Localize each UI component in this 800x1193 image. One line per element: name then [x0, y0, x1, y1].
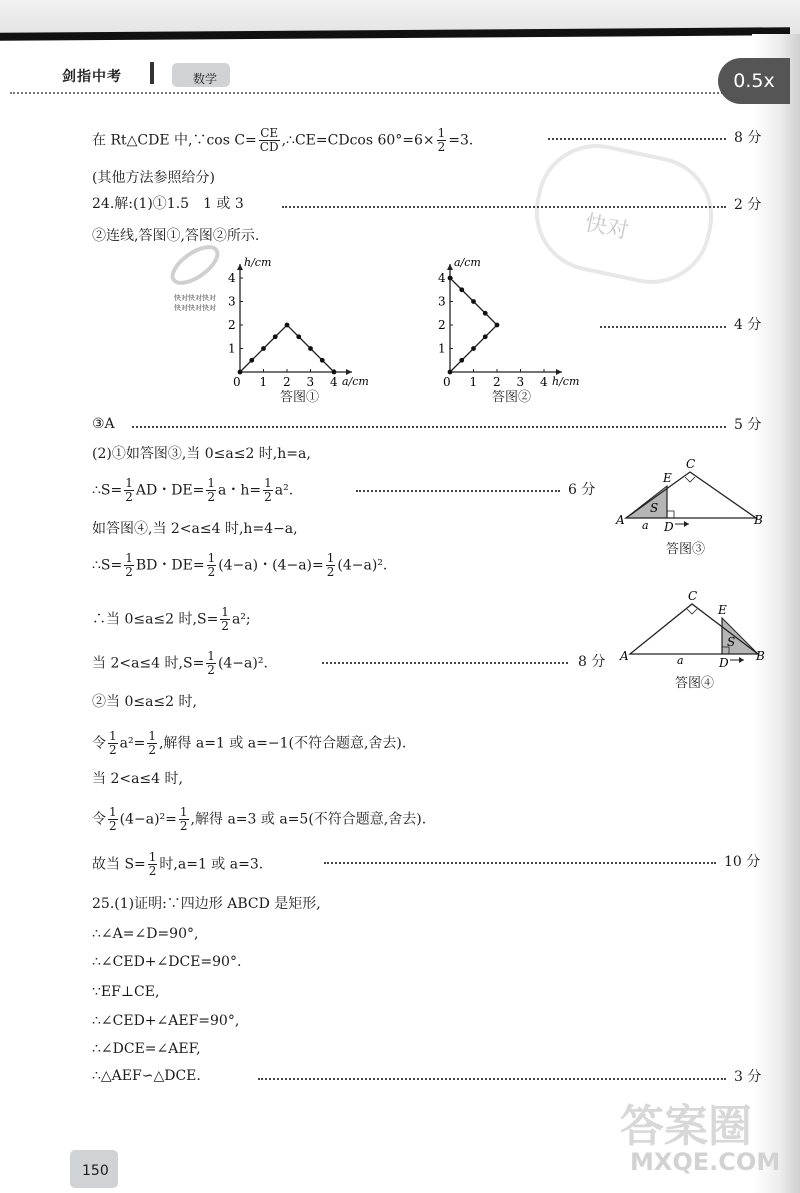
- small-note-2: 快对快对快对: [174, 304, 216, 312]
- score-label: 5 分: [734, 417, 762, 433]
- dot-leader: [258, 1078, 726, 1080]
- x-tick-label: 0: [233, 375, 241, 389]
- y-tick-label: 1: [438, 341, 446, 356]
- right-angle-mark-c: [685, 477, 695, 482]
- data-point: [483, 311, 488, 316]
- text-line-21: ∴∠CED+∠AEF=90°,: [92, 1013, 240, 1029]
- y-axis-label: a/cm: [454, 256, 481, 269]
- y-axis-arrow: [447, 264, 453, 270]
- text-line-11: 当 2<a≤4 时,S= $\frac{1}{2}$ (4−a)².: [92, 649, 268, 677]
- y-tick-label: 2: [438, 318, 446, 332]
- y-axis-label: h/cm: [244, 256, 272, 269]
- data-point: [285, 323, 290, 328]
- triangle-figure-3: [612, 457, 772, 534]
- data-point: [483, 334, 488, 339]
- text-line-23: ∴△AEF∽△DCE.: [92, 1068, 201, 1084]
- score-label: 8 分: [578, 654, 606, 670]
- triangle-figure-4: [620, 589, 772, 672]
- fraction: $\frac{1}{2}$: [437, 126, 446, 154]
- dot-leader: [356, 490, 560, 492]
- text-line-9: ∴S= $\frac{1}{2}$ BD・DE= $\frac{1}{2}$ (4−a)・(4−a)= $\frac{1}{2}$ (4−a)².: [92, 551, 388, 579]
- playback-speed-badge[interactable]: 0.5x: [718, 58, 790, 104]
- text-line-20: ∵EF⊥CE,: [92, 984, 160, 1000]
- header-brand: 剑指中考: [62, 69, 122, 85]
- y-tick-label: 3: [438, 294, 446, 309]
- x-tick-label: 3: [516, 375, 525, 389]
- data-point: [273, 334, 278, 339]
- label-c-vertex: C: [686, 457, 696, 471]
- label-d-point: D: [664, 520, 674, 534]
- x-tick-label: 4: [330, 375, 338, 389]
- watermark-url: MXQE.COM: [630, 1148, 781, 1176]
- data-point: [296, 334, 301, 339]
- header-dotted-rule: [10, 92, 750, 94]
- data-point: [332, 370, 337, 375]
- text-line-22: ∴∠DCE=∠AEF,: [92, 1041, 201, 1057]
- label-b-vertex: B: [754, 513, 763, 527]
- label-s-area: S: [727, 635, 736, 649]
- data-point: [261, 346, 266, 351]
- text-line-3: 24.解:(1)①1.5 1 或 3: [92, 196, 244, 212]
- x-tick-label: 0: [443, 375, 451, 389]
- fraction: $\frac{CE}{CD}$: [259, 126, 279, 154]
- label-e-point: E: [663, 471, 672, 485]
- y-tick-label: 4: [228, 271, 236, 285]
- x-tick-label: 2: [283, 375, 291, 389]
- x-axis-label: h/cm: [552, 375, 580, 388]
- label-d-point: D: [719, 656, 729, 670]
- header-divider: [150, 62, 154, 84]
- y-tick-label: 4: [438, 271, 446, 285]
- text-line-13: 令 $\frac{1}{2}$ a²= $\frac{1}{2}$ ,解得 a=1 或 a=−1(不符合题意,舍去).: [92, 729, 407, 757]
- y-tick-label: 2: [228, 318, 236, 332]
- triangle-3-caption: 答图③: [666, 542, 706, 557]
- page-number: 150: [82, 1163, 109, 1179]
- score-label: 6 分: [568, 482, 596, 498]
- label-a-vertex: A: [616, 513, 625, 527]
- series-line: [240, 325, 334, 372]
- data-point: [459, 358, 464, 363]
- small-note-1: 快对快对快对: [174, 294, 216, 302]
- text-line-19: ∴∠CED+∠DCE=90°.: [92, 954, 242, 970]
- data-point: [238, 370, 243, 375]
- score-label: 3 分: [734, 1069, 762, 1085]
- x-tick-label: 2: [493, 375, 501, 389]
- chart-1-caption: 答图①: [280, 390, 320, 405]
- watermark-stamp-text: 快对: [582, 210, 631, 245]
- score-label: 2 分: [734, 197, 762, 213]
- dot-leader: [322, 662, 568, 664]
- data-point: [459, 287, 464, 292]
- text-line-2: (其他方法参照给分): [92, 170, 215, 186]
- arrow-head: [739, 657, 744, 663]
- dot-leader: [600, 326, 726, 328]
- data-point: [448, 276, 453, 281]
- chart-2-caption: 答图②: [492, 390, 532, 405]
- y-tick-label: 3: [228, 294, 236, 309]
- dot-leader: [132, 426, 726, 428]
- chart-2: [432, 250, 602, 390]
- label-s-area: S: [650, 501, 659, 515]
- arrow-head: [684, 521, 689, 527]
- y-axis-arrow: [237, 264, 243, 270]
- text-line-8: 如答图④,当 2<a≤4 时,h=4−a,: [92, 521, 298, 537]
- label-e-point: E: [718, 603, 727, 617]
- text-line-18: ∴∠A=∠D=90°,: [92, 926, 199, 942]
- x-tick-label: 4: [540, 375, 548, 389]
- text-line-10: ∴当 0≤a≤2 时,S= $\frac{1}{2}$ a²;: [92, 605, 251, 633]
- text-line-5: ③A: [92, 416, 115, 432]
- text-line-4: ②连线,答图①,答图②所示.: [92, 228, 260, 244]
- data-point: [308, 346, 313, 351]
- text-line-15: 令 $\frac{1}{2}$ (4−a)²= $\frac{1}{2}$ ,解得 a=3 或 a=5(不符合题意,舍去).: [92, 805, 427, 833]
- label-a-vertex: A: [620, 649, 629, 663]
- label-a-length: a: [642, 519, 649, 532]
- text-line-12: ②当 0≤a≤2 时,: [92, 694, 197, 710]
- chart-1: [222, 250, 372, 390]
- data-point: [249, 358, 254, 363]
- data-point: [495, 323, 500, 328]
- dot-leader: [324, 862, 716, 864]
- data-point: [448, 370, 453, 375]
- series-line: [450, 278, 497, 372]
- text-line-1: 在 Rt△CDE 中,∵cos C= $\frac{CE}{CD}$ ,∴CE=CDcos 60°=6× $\frac{1}{2}$ =3.: [92, 126, 474, 154]
- carrot-doodle-icon: [165, 240, 225, 290]
- dot-leader: [282, 206, 726, 208]
- text-line-14: 当 2<a≤4 时,: [92, 771, 183, 787]
- text-line-7: ∴S= $\frac{1}{2}$ AD・DE= $\frac{1}{2}$ a・h= $\frac{1}{2}$ a².: [92, 476, 294, 504]
- x-axis-label: a/cm: [342, 375, 369, 388]
- data-point: [320, 358, 325, 363]
- label-a-length: a: [677, 654, 684, 667]
- triangle-4-caption: 答图④: [675, 676, 715, 691]
- text-line-17: 25.(1)证明:∵四边形 ABCD 是矩形,: [92, 896, 321, 912]
- score-label: 8 分: [734, 130, 762, 146]
- right-angle-mark: [667, 511, 674, 518]
- right-angle-mark-c: [687, 609, 697, 614]
- data-point: [471, 346, 476, 351]
- x-tick-label: 1: [469, 375, 478, 389]
- watermark-logo-text: 答案圈: [620, 1101, 752, 1152]
- header-subject: 数学: [193, 72, 218, 86]
- x-tick-label: 1: [259, 375, 268, 389]
- y-tick-label: 1: [228, 341, 236, 356]
- label-c-vertex: C: [688, 589, 698, 603]
- label-b-vertex: B: [756, 649, 765, 663]
- dot-leader: [548, 138, 726, 140]
- text-line-16: 故当 S= $\frac{1}{2}$ 时,a=1 或 a=3.: [92, 850, 264, 878]
- x-tick-label: 3: [306, 375, 315, 389]
- score-label: 4 分: [734, 317, 762, 333]
- data-point: [471, 299, 476, 304]
- score-label: 10 分: [724, 854, 761, 870]
- text-line-6: (2)①如答图③,当 0≤a≤2 时,h=a,: [92, 446, 311, 462]
